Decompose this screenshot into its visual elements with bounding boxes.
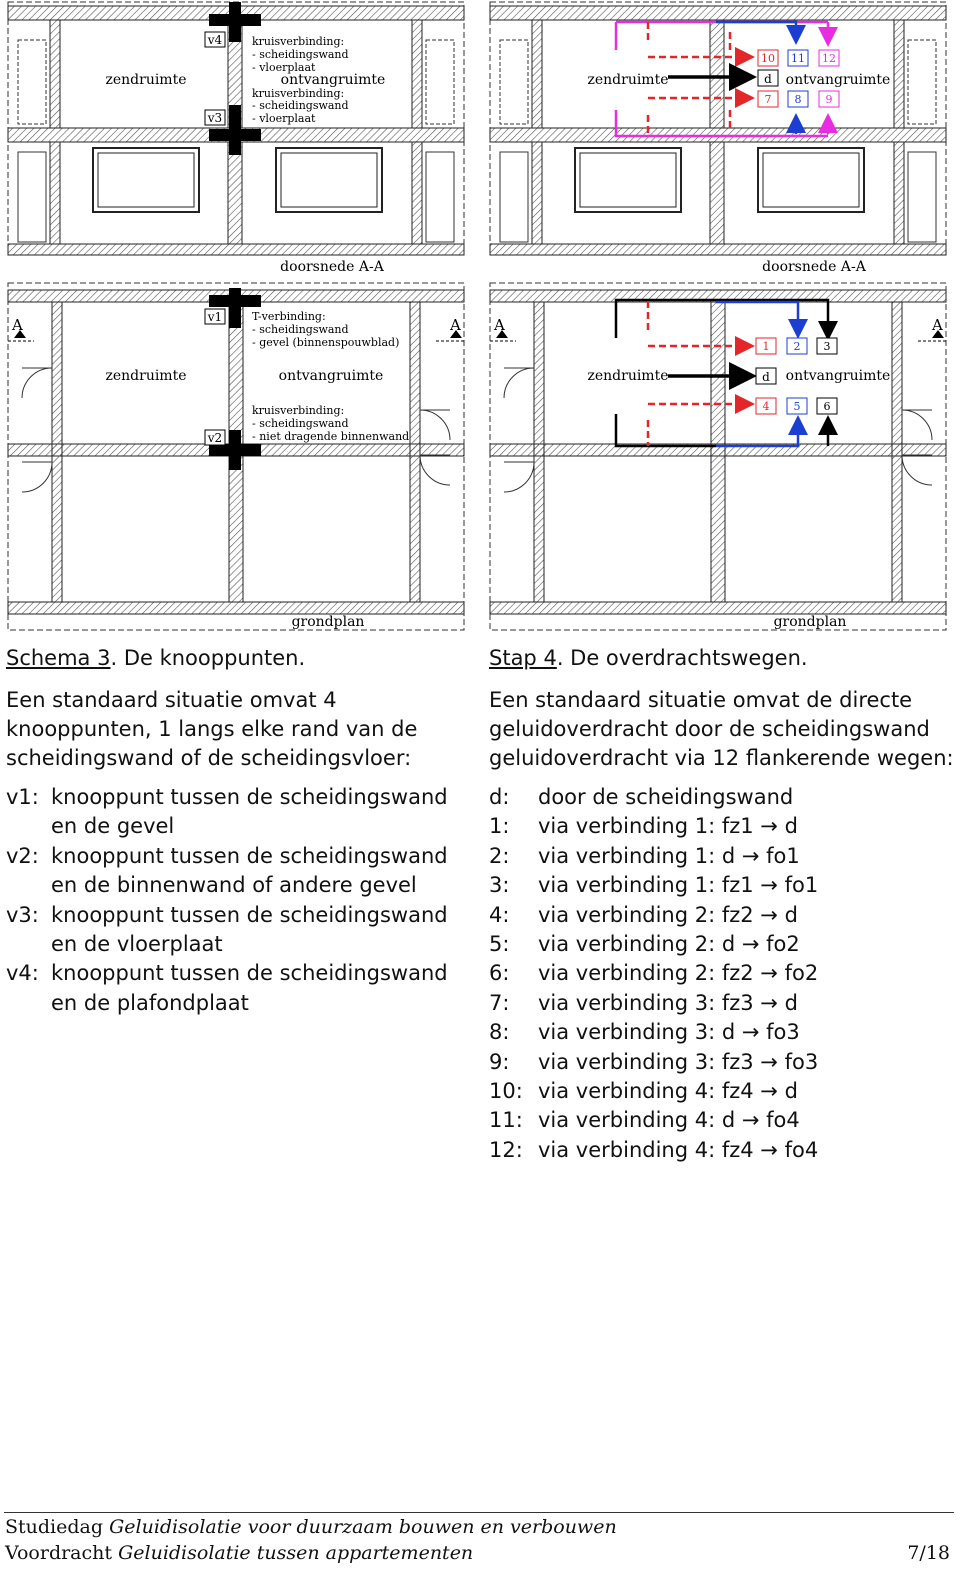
knooppunt-item-term: v4: xyxy=(6,961,39,986)
kruisverbinding-annotation-1: kruisverbinding: - scheidingswand - vloerplaat xyxy=(252,35,349,74)
stap-caption-text: . De overdrachtswegen. xyxy=(556,646,808,670)
overdrachtsweg-item-description: via verbinding 3: fz3 → fo3 xyxy=(538,1049,819,1074)
overdrachtsweg-item xyxy=(489,1077,949,1106)
path-box-6 xyxy=(817,398,837,414)
knooppunt-item-description: knooppunt tussen de scheidingswand en de plafondplaat xyxy=(51,961,448,1015)
overdrachtsweg-item-term: 5: xyxy=(489,932,510,957)
ontvangruimte-plan-label: ontvangruimte xyxy=(785,368,891,384)
path-box-d-plan xyxy=(756,368,776,384)
overdrachtsweg-item xyxy=(489,1136,949,1165)
path-box-d-section xyxy=(758,70,778,86)
path-box-2 xyxy=(787,338,807,354)
overdrachtsweg-item-description: via verbinding 3: fz3 → d xyxy=(538,990,798,1015)
svg-text:5: 5 xyxy=(793,400,801,413)
knooppunten-intro: Een standaard situatie omvat 4 knooppunten, 1 langs elke rand van de scheidingswand of de scheidingsvloer: xyxy=(6,688,418,770)
overdrachtsweg-item-term: 9: xyxy=(489,1049,510,1074)
kruisverbinding-annotation-3: kruisverbinding: - scheidingswand - niet dragende binnenwand xyxy=(252,404,410,443)
path-box-3 xyxy=(817,338,837,354)
overdrachtsweg-item-description: via verbinding 4: d → fo4 xyxy=(538,1108,800,1133)
footer-line-1 xyxy=(5,1516,950,1538)
overdrachtsweg-item-description: via verbinding 2: fz2 → d xyxy=(538,902,798,927)
path-box-11 xyxy=(788,50,808,66)
zendruimte-plan-label: zendruimte xyxy=(105,368,187,384)
path-box-4 xyxy=(756,398,776,414)
overdrachtsweg-item-term: 1: xyxy=(489,814,510,839)
section-title: doorsnede A-A xyxy=(280,259,384,275)
footer-event-title: Geluidisolatie voor duurzaam bouwen en verbouwen xyxy=(109,1516,617,1538)
knooppunt-item-description: knooppunt tussen de scheidingswand en de binnenwand of andere gevel xyxy=(51,843,448,898)
schema-caption-text: . De knooppunten. xyxy=(110,646,306,670)
overdrachtsweg-item xyxy=(489,930,949,959)
svg-text:d: d xyxy=(764,72,772,86)
kruisverbinding-annotation-2: kruisverbinding: - scheidingswand - vloerplaat xyxy=(252,87,349,125)
svg-text:6: 6 xyxy=(823,400,831,413)
footer-line-2 xyxy=(5,1542,950,1564)
knooppunt-item-description: knooppunt tussen de scheidingswand en de gevel xyxy=(51,785,448,839)
svg-text:7: 7 xyxy=(764,93,772,106)
svg-text:9: 9 xyxy=(825,93,833,106)
section-marker-right: A xyxy=(932,316,943,334)
svg-text:8: 8 xyxy=(794,93,802,106)
overdrachtsweg-item xyxy=(489,812,949,841)
overdrachtsweg-item xyxy=(489,901,949,930)
path-box-12 xyxy=(819,50,839,66)
svg-text:2: 2 xyxy=(793,340,801,353)
overdrachtsweg-item-term: 4: xyxy=(489,902,510,927)
overdrachtsweg-item-description: via verbinding 4: fz4 → fo4 xyxy=(538,1137,819,1162)
overdrachtsweg-item-description: via verbinding 3: d → fo3 xyxy=(538,1020,800,1045)
ontvangruimte-section-label: ontvangruimte xyxy=(785,72,891,88)
svg-text:12: 12 xyxy=(822,52,836,65)
svg-text:10: 10 xyxy=(761,52,775,65)
stap-link[interactable]: Stap 4 xyxy=(489,646,557,670)
overdrachtsweg-item-term: d: xyxy=(489,785,510,809)
knooppunten-list xyxy=(6,783,451,1018)
overdrachtsweg-item-description: via verbinding 1: fz1 → fo1 xyxy=(538,873,819,898)
overdrachtsweg-item-description: via verbinding 1: fz1 → d xyxy=(538,814,798,839)
overdrachtsweg-item-term: 6: xyxy=(489,961,510,986)
v2-label: v2 xyxy=(207,431,223,445)
overdrachtsweg-item xyxy=(489,1018,949,1047)
knooppunt-item-term: v1: xyxy=(6,785,39,809)
path-box-1 xyxy=(756,338,776,354)
path-box-5 xyxy=(787,398,807,414)
overdrachtsweg-item xyxy=(489,783,949,812)
overdrachtsweg-item xyxy=(489,959,949,988)
schema-link[interactable]: Schema 3 xyxy=(6,646,111,670)
overdrachtsweg-item-term: 8: xyxy=(489,1020,510,1045)
section-marker-left: A xyxy=(494,316,505,334)
knooppunt-item-term: v3: xyxy=(6,902,39,927)
overdrachtsweg-item xyxy=(489,1106,949,1135)
schema-caption xyxy=(6,646,305,670)
overdrachtswegen-drawing xyxy=(488,0,950,634)
stap-caption xyxy=(489,646,808,670)
svg-text:d: d xyxy=(762,370,770,384)
knooppunt-item-term: v2: xyxy=(6,843,39,868)
section-marker-right: A xyxy=(450,316,461,334)
footer-divider xyxy=(4,1512,954,1513)
t-verbinding-annotation: T-verbinding: - scheidingswand - gevel (binnenspouwblad) xyxy=(252,310,400,349)
section-marker-left: A xyxy=(12,316,23,334)
section-view xyxy=(8,2,464,275)
zendruimte-section-label: zendruimte xyxy=(587,72,669,88)
knooppunt-item-description: knooppunt tussen de scheidingswand en de vloerplaat xyxy=(51,902,448,957)
overdrachtswegen-list xyxy=(489,783,949,1165)
knooppunt-item xyxy=(6,901,451,960)
section-title: doorsnede A-A xyxy=(762,259,866,275)
path-box-7 xyxy=(758,91,778,107)
zendruimte-plan-label: zendruimte xyxy=(587,368,669,384)
v4-label: v4 xyxy=(207,33,223,47)
knooppunt-item xyxy=(6,959,451,1018)
footer-talk-label: Voordracht xyxy=(5,1542,113,1564)
overdrachtsweg-item xyxy=(489,989,949,1018)
svg-text:1: 1 xyxy=(762,340,770,353)
overdrachtsweg-item-term: 3: xyxy=(489,873,510,898)
knooppunt-item xyxy=(6,842,451,901)
overdrachtsweg-item xyxy=(489,871,949,900)
plan-title: grondplan xyxy=(773,614,847,630)
overdrachtswegen-intro: Een standaard situatie omvat de directe geluidoverdracht door de scheidingswand geluidoverdracht via 12 flankerende wegen: xyxy=(489,688,954,770)
plan-view xyxy=(8,283,464,630)
overdrachtsweg-item xyxy=(489,842,949,871)
overdrachtsweg-item-term: 2: xyxy=(489,843,510,868)
plan-title: grondplan xyxy=(291,614,365,630)
path-box-10 xyxy=(758,50,778,66)
path-box-8 xyxy=(788,91,808,107)
overdrachtsweg-item-description: via verbinding 4: fz4 → d xyxy=(538,1079,798,1104)
plan-view-paths xyxy=(490,283,946,630)
v3-label: v3 xyxy=(207,111,223,125)
ontvangruimte-section-label: ontvangruimte xyxy=(280,72,386,88)
ontvangruimte-plan-label: ontvangruimte xyxy=(278,368,384,384)
zendruimte-section-label: zendruimte xyxy=(105,72,187,88)
path-box-9 xyxy=(819,91,839,107)
svg-text:3: 3 xyxy=(823,340,831,353)
knooppunten-drawing xyxy=(6,0,468,634)
section-view-paths xyxy=(490,2,946,275)
knooppunt-item xyxy=(6,783,451,842)
overdrachtsweg-item-description: door de scheidingswand xyxy=(538,785,794,809)
svg-text:11: 11 xyxy=(791,52,805,65)
overdrachtsweg-item-description: via verbinding 2: fz2 → fo2 xyxy=(538,961,819,986)
overdrachtsweg-item-term: 7: xyxy=(489,990,510,1015)
footer-event-label: Studiedag xyxy=(5,1516,104,1538)
page-number: 7/18 xyxy=(907,1542,950,1564)
footer-talk-title: Geluidisolatie tussen appartementen xyxy=(118,1542,474,1564)
overdrachtsweg-item-term: 11: xyxy=(489,1108,523,1133)
overdrachtsweg-item-term: 10: xyxy=(489,1079,523,1104)
v1-label: v1 xyxy=(207,310,223,324)
overdrachtsweg-item-description: via verbinding 1: d → fo1 xyxy=(538,843,800,868)
svg-text:4: 4 xyxy=(762,400,770,413)
overdrachtsweg-item-term: 12: xyxy=(489,1137,523,1162)
overdrachtsweg-item xyxy=(489,1048,949,1077)
overdrachtsweg-item-description: via verbinding 2: d → fo2 xyxy=(538,932,800,957)
